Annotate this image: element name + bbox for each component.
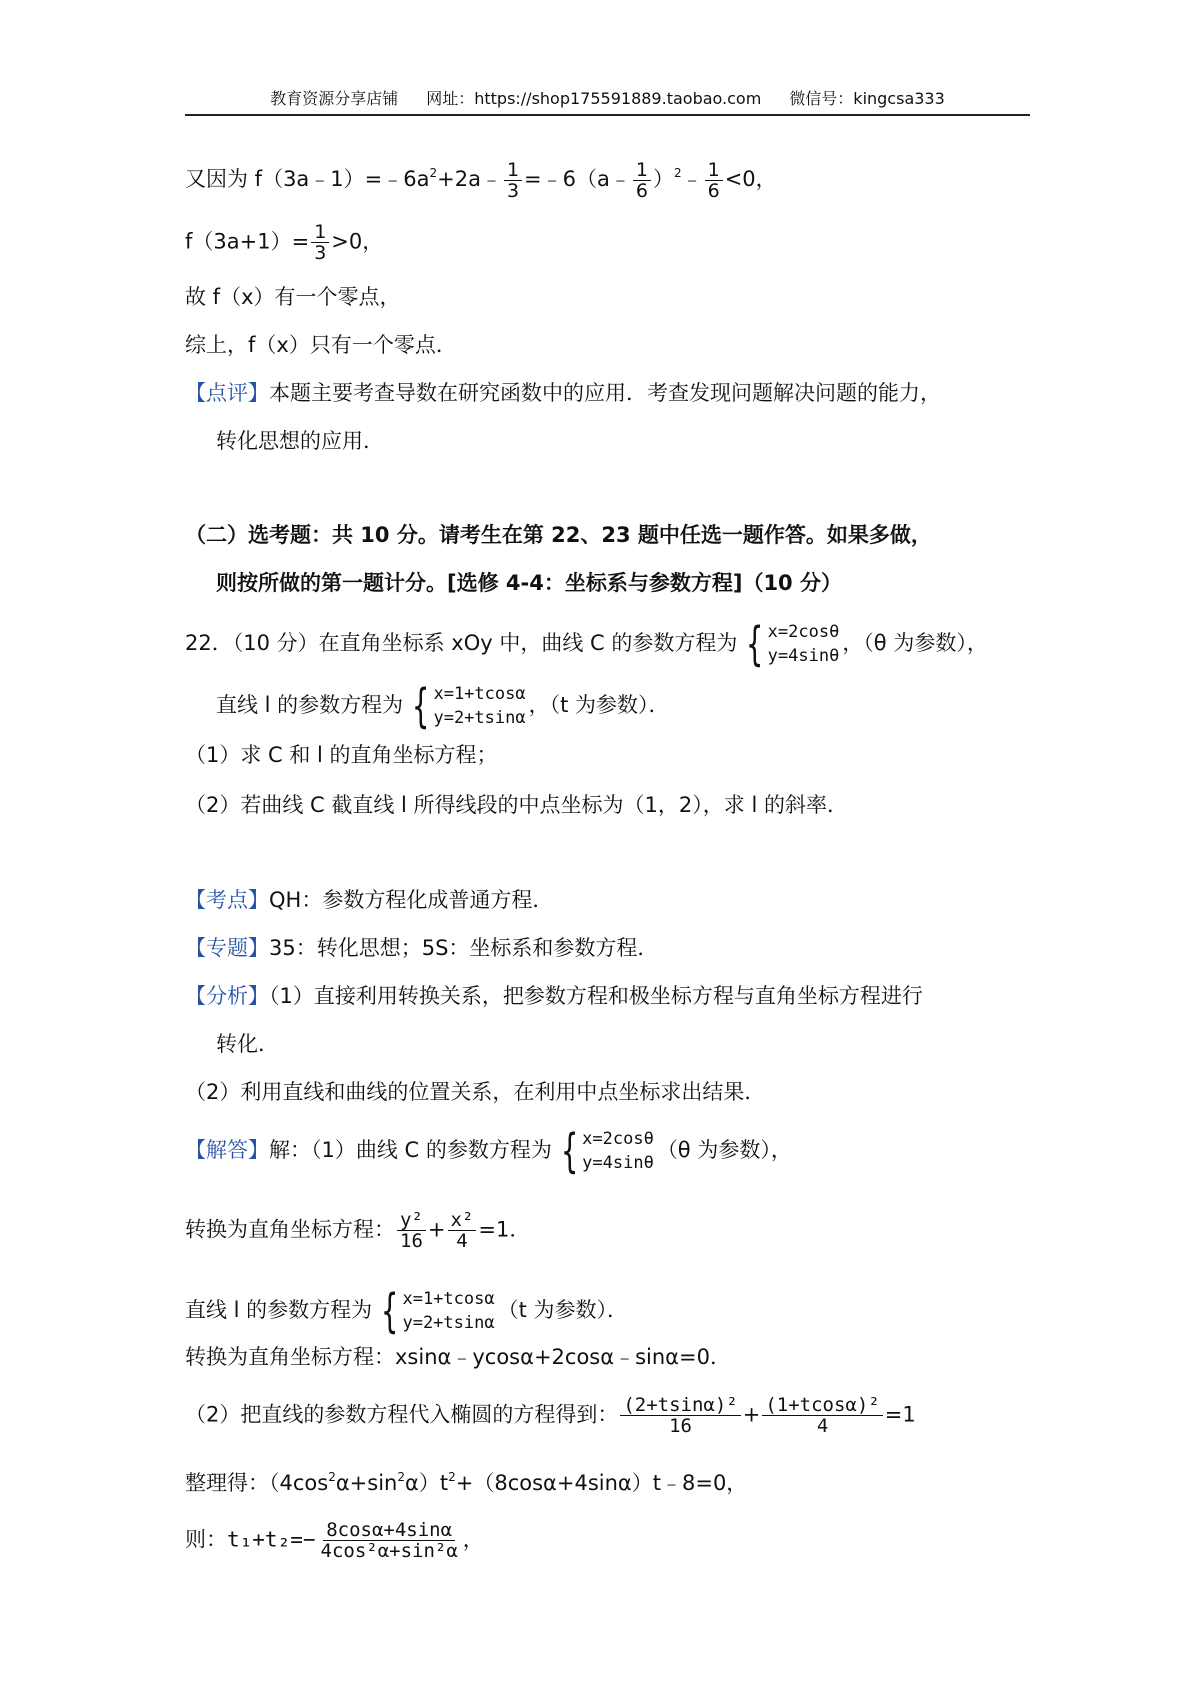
fenxi-line-3: （2）利用直线和曲线的位置关系，在利用中点坐标求出结果．	[185, 1080, 766, 1104]
equation-system-curve-c	[740, 618, 839, 670]
frac-num: (1+tcosα)²	[762, 1395, 882, 1416]
eq-row: y=4sinθ	[767, 646, 840, 666]
frac-den: 16	[400, 1230, 423, 1252]
fenxi-text: （1）直接利用转换关系，把参数方程和极坐标方程与直角坐标方程进行	[269, 984, 923, 1008]
fraction	[311, 222, 329, 263]
brace-icon: {	[560, 1124, 579, 1178]
text: 直线 l 的参数方程为	[185, 1298, 373, 1322]
text: （t 为参数）．	[497, 1298, 629, 1322]
sup: 2	[673, 166, 682, 180]
kaodian-text: QH：参数方程化成普通方程．	[269, 888, 554, 912]
eq-row: y=2+tsinα	[433, 708, 526, 728]
simplify-line	[185, 1462, 747, 1498]
frac-num: 8cosα+4sinα	[323, 1520, 455, 1541]
text: （θ 为参数），	[656, 1138, 792, 1162]
question-part-1: （1）求 C 和 l 的直角坐标方程；	[185, 743, 498, 767]
frac-den: 6	[635, 179, 648, 202]
line-f-3a-plus-1	[185, 222, 383, 263]
text: ，（θ 为参数），	[842, 631, 988, 655]
eq-row: x=2cosθ	[582, 1129, 654, 1149]
section-heading-2: 则按所做的第一题计分。[选修 4-4：坐标系与参数方程]（10 分）	[216, 571, 842, 595]
frac-den: 6	[707, 179, 720, 202]
equation-system-curve-c	[555, 1125, 654, 1177]
frac-num: x²	[448, 1210, 477, 1231]
frac-num: 1	[633, 160, 651, 181]
text: +2a﹣	[437, 167, 502, 191]
text: f（3a+1）=	[185, 229, 310, 254]
fraction	[762, 1395, 882, 1436]
text: 转换为直角坐标方程：	[185, 1217, 395, 1242]
brace-icon: {	[746, 617, 764, 671]
text: 解：（1）曲线 C 的参数方程为	[269, 1138, 552, 1162]
question-22	[185, 618, 988, 670]
convert-line-equation: 转换为直角坐标方程：xsinα﹣ycosα+2cosα﹣sinα=0．	[185, 1345, 731, 1369]
text: 直线 l 的参数方程为	[216, 693, 404, 717]
fenxi-line	[185, 981, 923, 1011]
text: α+sin	[335, 1471, 398, 1495]
review-line	[185, 378, 941, 408]
text: =1．	[478, 1217, 531, 1242]
sup: 2	[328, 1470, 336, 1484]
text: <0，	[724, 167, 777, 191]
text: α）t	[405, 1471, 449, 1495]
fenxi-tag: 【分析】	[185, 984, 269, 1008]
text: t₁+t₂=−	[227, 1527, 316, 1552]
zhuanti-text: 35：转化思想；5S：坐标系和参数方程．	[269, 936, 659, 960]
brace-icon: {	[412, 679, 430, 733]
text: ﹣	[681, 167, 703, 191]
sup: 2	[397, 1470, 406, 1484]
text: ）	[652, 167, 674, 191]
fraction	[504, 160, 522, 201]
header-shop: 教育资源分享店铺	[270, 89, 399, 108]
header-wechat: 微信号：kingcsa333	[789, 89, 945, 108]
frac-den: 16	[669, 1415, 692, 1437]
text: ，（t 为参数）．	[528, 693, 670, 717]
question-22-line	[216, 680, 670, 732]
text: ，	[462, 1527, 484, 1552]
text: （2）把直线的参数方程代入椭圆的方程得到：	[185, 1402, 619, 1427]
substitute-line	[185, 1395, 916, 1436]
kaodian-line	[185, 885, 553, 915]
fraction	[633, 160, 651, 201]
eq-row: y=4sinθ	[582, 1153, 654, 1173]
jieda-tag: 【解答】	[185, 1138, 269, 1162]
frac-num: 1	[311, 222, 329, 243]
fenxi-line-2: 转化．	[216, 1032, 279, 1056]
sup: 2	[448, 1470, 456, 1484]
page-header	[185, 86, 1030, 116]
frac-den: 3	[314, 242, 327, 264]
equation-system-line-l	[406, 680, 525, 732]
eq-row: x=2cosθ	[767, 622, 840, 642]
frac-den: 4	[816, 1415, 829, 1437]
frac-num: 1	[504, 160, 522, 181]
brace-icon: {	[381, 1284, 399, 1338]
jieda-line	[185, 1125, 792, 1177]
text: 则：	[185, 1527, 227, 1552]
frac-den: 4cos²α+sin²α	[320, 1540, 458, 1562]
sup: 2	[429, 166, 438, 180]
sum-roots-line	[185, 1520, 484, 1561]
zhuanti-line	[185, 933, 658, 963]
text: +（8cosα+4sinα）t﹣8=0，	[455, 1471, 748, 1495]
review-tag: 【点评】	[185, 381, 269, 405]
header-url: 网址：https://shop175591889.taobao.com	[426, 89, 762, 108]
eq-row: y=2+tsinα	[402, 1313, 495, 1333]
frac-num: (2+tsinα)²	[620, 1395, 740, 1416]
zhuanti-tag: 【专题】	[185, 936, 269, 960]
frac-den: 4	[456, 1230, 468, 1252]
eq-row: x=1+tcosα	[402, 1289, 495, 1309]
equation-system-line-l	[375, 1285, 494, 1337]
text: +	[427, 1217, 446, 1242]
text: 22．（10 分）在直角坐标系 xOy 中，曲线 C 的参数方程为	[185, 631, 738, 655]
text: =﹣6（a﹣	[524, 167, 631, 191]
question-part-2: （2）若曲线 C 截直线 l 所得线段的中点坐标为（1，2），求 l 的斜率．	[185, 793, 848, 817]
text: 整理得：（4cos	[185, 1471, 329, 1495]
text: 又因为 f（3a﹣1）=﹣6a	[185, 167, 430, 191]
fraction	[397, 1210, 426, 1251]
fraction	[318, 1520, 461, 1561]
kaodian-tag: 【考点】	[185, 888, 269, 912]
section-heading-1: （二）选考题：共 10 分。请考生在第 22、23 题中任选一题作答。如果多做，	[185, 523, 932, 547]
frac-den: 3	[506, 179, 520, 202]
fraction	[448, 1210, 477, 1251]
line-one-zero: 故 f（x）有一个零点，	[185, 285, 401, 309]
eq-row: x=1+tcosα	[433, 684, 526, 704]
frac-num: 1	[705, 160, 723, 181]
line-f-3a-minus-1	[185, 158, 777, 201]
line-param-line	[185, 1285, 628, 1337]
review-line-2: 转化思想的应用．	[216, 429, 384, 453]
text: >0，	[331, 229, 384, 254]
fraction	[705, 160, 723, 201]
text: +	[742, 1402, 761, 1427]
convert-ellipse-line	[185, 1210, 530, 1251]
fraction	[620, 1395, 740, 1436]
review-text: 本题主要考查导数在研究函数中的应用．考查发现问题解决问题的能力，	[269, 381, 941, 405]
line-conclusion: 综上，f（x）只有一个零点．	[185, 333, 457, 357]
frac-num: y²	[397, 1210, 426, 1231]
text: =1	[884, 1402, 916, 1427]
